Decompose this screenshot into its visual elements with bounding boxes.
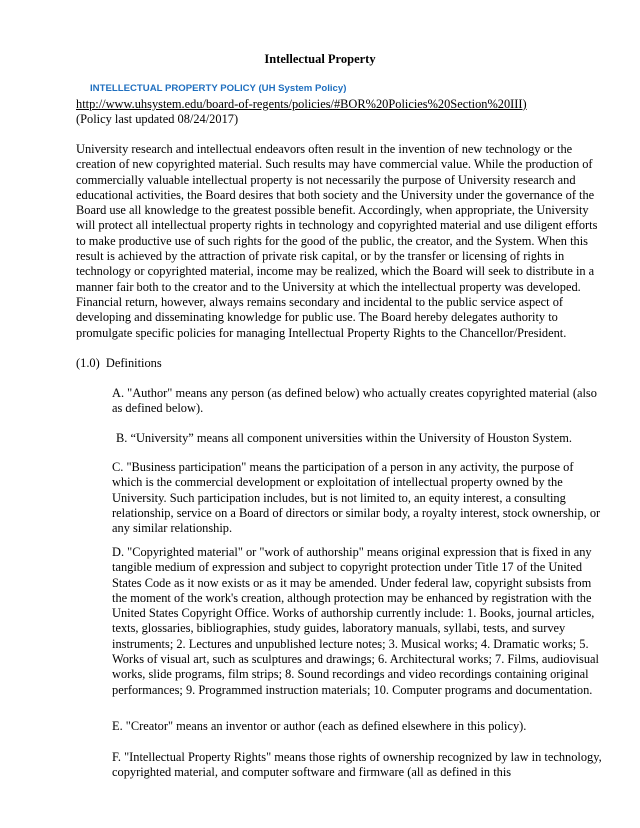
definition-business-participation: C. "Business participation" means the participation of a person in any activity, the purpose of which is the commercial development or exploitation of intellectual property owned by the University. Such participation includes, but is not limited to, an equity interest, a consulting relationship, service on a Board of directors or similar body, a royalty interest, stock ownership, or any similar relationship. [112,460,601,536]
definitions-heading: (1.0) Definitions [76,356,162,370]
definition-creator: E. "Creator" means an inventor or author (each as defined elsewhere in this policy). [112,719,527,733]
definition-author: A. "Author" means any person (as defined below) who actually creates copyrighted material (also as defined below). [112,386,597,416]
definition-ip-rights: F. "Intellectual Property Rights" means those rights of ownership recognized by law in technology, copyrighted material, and computer software and firmware (all as defined in this [112,750,602,780]
definition-university: B. “University” means all component universities within the University of Houston System. [116,431,572,445]
last-updated-text: (Policy last updated 08/24/2017) [76,112,239,126]
page-title: Intellectual Property [264,52,376,66]
policy-heading-link[interactable]: INTELLECTUAL PROPERTY POLICY (UH System Policy) [90,83,347,94]
definition-copyrighted-material: D. "Copyrighted material" or "work of authorship" means original expression that is fixed in any tangible medium of expression and subject to copyright protection under Title 17 of the United States Code as it now exists or as it may be amended. Under federal law, copyright subsists from the moment of the work's creation, although protection may be enhanced by registration with the United States Copyright Office. Works of authorship currently include: 1. Books, journal articles, texts, glossaries, bibliographies, study guides, laboratory manuals, syllabi, tests, and survey instruments; 2. Lectures and unpublished lecture notes; 3. Musical works; 4. Dramatic works; 5. Works of visual art, such as sculptures and drawings; 6. Architectural works; 7. Films, audiovisual works, slide programs, film strips; 8. Sound recordings and video recordings containing original performances; 9. Programmed instruction materials; 10. Computer programs and documentation. [112,545,599,697]
policy-url-link[interactable]: http://www.uhsystem.edu/board-of-regents/policies/#BOR%20Policies%20Section%20III) [76,97,527,111]
intro-paragraph: University research and intellectual endeavors often result in the invention of new technology or the creation of new copyrighted material. Such results may have commercial value. While the production of commercially valuable intellectual property is not necessarily the purpose of University research and educational activities, the Board desires that both society and the University under the governance of the Board use all knowledge to the greatest possible benefit. Accordingly, when appropriate, the University will protect all intellectual property rights in technology and copyrighted material and use diligent efforts to make productive use of such rights for the good of the public, the creator, and the System. When this result is achieved by the attraction of private risk capital, or by the transfer or licensing of rights in technology or copyrighted material, income may be realized, which the Board will seek to distribute in a manner fair both to the creator and to the University at which the intellectual property was developed. Financial return, however, always remains secondary and incidental to the public service aspect of developing and disseminating knowledge for public use. The Board hereby delegates authority to promulgate specific policies for managing Intellectual Property Rights to the Chancellor/President. [76,142,598,340]
